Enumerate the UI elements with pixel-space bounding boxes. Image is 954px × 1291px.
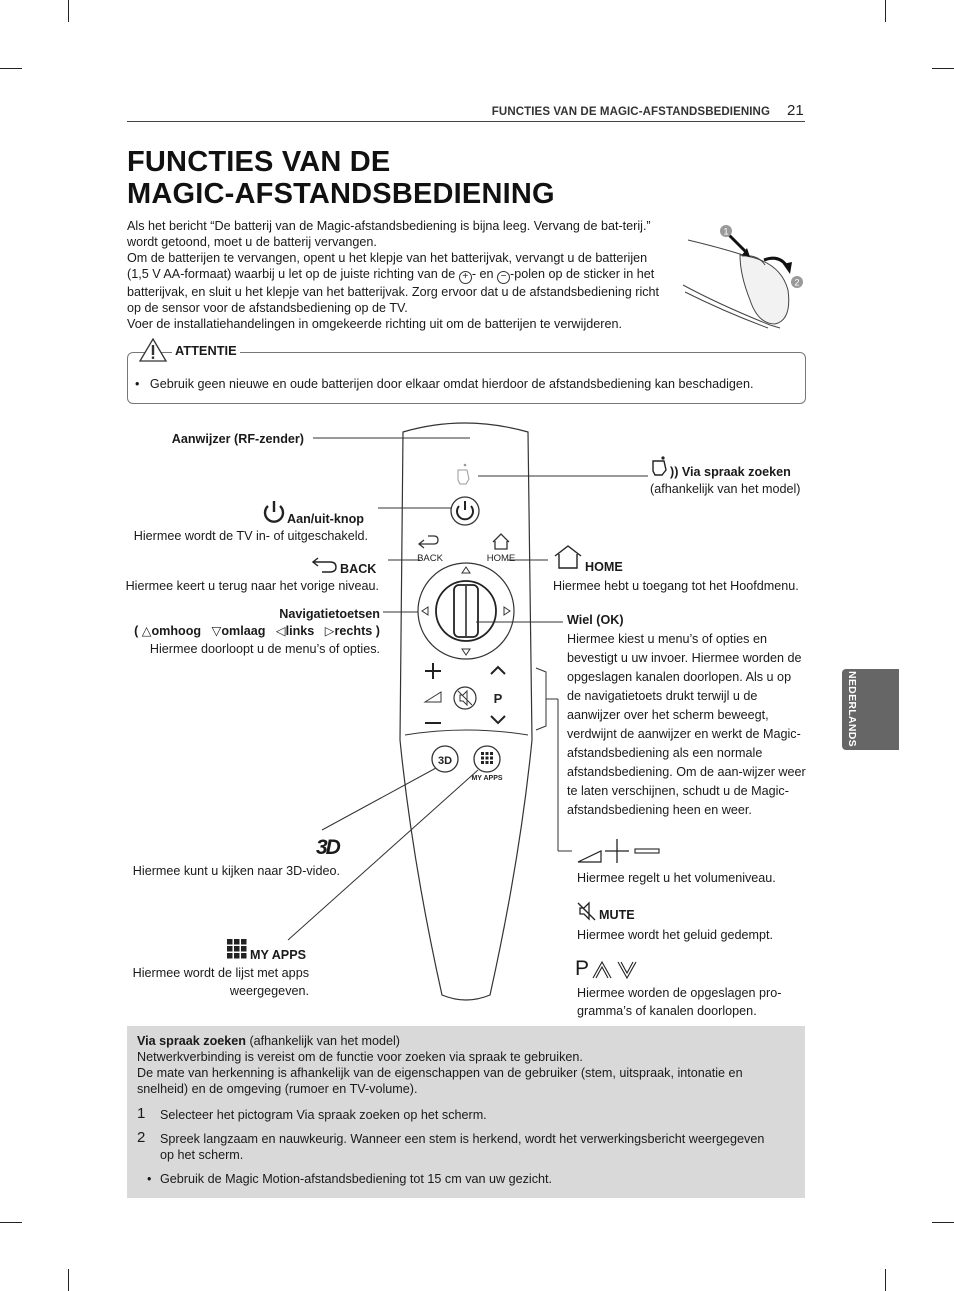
3d-desc: Hiermee kunt u kijken naar 3D-video.: [132, 864, 340, 878]
nav-down-icon: ▽: [211, 624, 222, 638]
program-desc: Hiermee worden de opgeslagen pro-gramma’s of kanalen doorlopen.: [577, 986, 782, 1018]
program-p-icon: P: [575, 957, 590, 980]
wheel-desc: Hiermee kiest u menu’s of opties en bevestigt u uw invoer. Hiermee worden de opgeslagen kanalen doorlopen. Als u op de navigatietoets drukt terwijl u de aanwijzer over het scherm beweegt, verdwijnt de aanwijzer en werkt de Magic-afstandsbediening als een normale afstandsbediening. Om de aan-wijzer weer te laten verschijnen, schudt u de Magic-afstandsbediening heen en weer.: [567, 632, 806, 817]
voice-title: )) Via spraak zoeken: [670, 465, 791, 479]
back-desc: Hiermee keert u terug naar het vorige niveau.: [125, 579, 379, 593]
voice-box-title: [137, 1033, 400, 1049]
remote-home-key: HOME: [486, 553, 516, 564]
nav-left-icon: ◁: [275, 624, 286, 638]
power-desc: Hiermee wordt de TV in- of uitgeschakeld.: [133, 529, 368, 543]
page-title-line1: FUNCTIES VAN DE: [127, 146, 391, 178]
step-1-label: 1: [723, 226, 729, 237]
voice-box-line2: De mate van herkenning is afhankelijk van de eigenschappen van de gebruiker (stem, uitspraak, intonatie en snelheid) en de omgeving (rumoer en TV-volume).: [137, 1066, 743, 1096]
voice-subtitle: (afhankelijk van het model): [650, 482, 801, 496]
voice-box-step1: Selecteer het pictogram Via spraak zoeken op het scherm.: [160, 1108, 487, 1122]
voice-box-title-suffix: (afhankelijk van het model): [245, 1034, 400, 1048]
myapps-icon: [227, 939, 247, 959]
volume-desc: Hiermee regelt u het volumeniveau.: [577, 871, 776, 885]
mute-title: MUTE: [599, 908, 635, 922]
nav-down: omlaag: [221, 624, 266, 638]
voice-box-step2: Spreek langzaam en nauwkeurig. Wanneer een stem is herkend, wordt het verwerkingsbericht weergegeven op het scherm.: [160, 1132, 765, 1162]
voice-search-icon: [650, 455, 672, 477]
plus-icon: +: [459, 271, 472, 284]
voice-box-step1-num: 1: [137, 1105, 146, 1122]
language-side-tab: [842, 669, 899, 750]
page-number: 21: [787, 102, 804, 119]
program-icons: [575, 956, 645, 982]
home-icon: [553, 544, 583, 570]
step-2-label: 2: [794, 277, 800, 288]
intro-text-part: Om de batterijen te vervangen, opent u het klepje van het batterijvak, vervangt u de batterijen (1,5 V AA-formaat) waarbij u let op de juiste richting van de: [127, 251, 648, 281]
volume-icon: [577, 838, 661, 864]
remote-3d-key: 3D: [437, 755, 453, 767]
minus-icon: −: [497, 271, 510, 284]
voice-box-title-bold: Via spraak zoeken: [137, 1034, 246, 1048]
intro-paragraph-1: Als het bericht “De batterij van de Magic-afstandsbediening is bijna leeg. Vervang de bat-terij.” wordt getoond, moet u de batterij vervangen.: [127, 219, 651, 249]
language-side-tab-label: NEDERLANDS: [846, 671, 858, 747]
voice-box-line1: Netwerkverbinding is vereist om de functie voor zoeken via spraak te gebruiken.: [137, 1050, 583, 1064]
myapps-title: MY APPS: [250, 948, 306, 962]
attentie-text: Gebruik geen nieuwe en oude batterijen door elkaar omdat hierdoor de afstandsbediening kan beschadigen.: [149, 377, 754, 391]
back-icon: [312, 555, 338, 575]
power-title: Aan/uit-knop: [287, 512, 364, 526]
intro-paragraph-3: Voer de installatiehandelingen in omgekeerde richting uit om de batterijen te verwijderen.: [127, 317, 622, 331]
voice-search-info-box: [127, 1026, 805, 1198]
remote-back-key: BACK: [417, 553, 443, 564]
attentie-title: ATTENTIE: [172, 343, 240, 358]
mute-icon: [577, 901, 597, 921]
intro-text-part: - en: [471, 267, 498, 281]
home-title: HOME: [585, 560, 623, 574]
running-header: FUNCTIES VAN DE MAGIC-AFSTANDSBEDIENING: [491, 106, 770, 118]
wheel-title: Wiel (OK): [567, 613, 624, 627]
nav-right: rechts: [334, 624, 373, 638]
nav-paren-open: (: [134, 624, 139, 638]
voice-box-bullet: •: [147, 1172, 152, 1186]
remote-myapps-key: MY APPS: [471, 775, 503, 782]
voice-box-step2-num: 2: [137, 1129, 146, 1146]
label-pointer: Aanwijzer (RF-zender): [171, 432, 304, 446]
nav-title: Navigatietoetsen: [279, 607, 380, 621]
nav-left: links: [285, 624, 315, 638]
nav-up-icon: △: [141, 624, 152, 638]
nav-up: omhoog: [151, 624, 202, 638]
program-up-down-icon: [591, 958, 641, 982]
3d-icon: 3D: [316, 836, 339, 859]
remote-p-key: P: [493, 691, 503, 706]
intro-text-part: -polen op de sticker in het batterijvak, en sluit u het klepje van het batterijvak. Zorg ervoor dat u de afstandsbediening richt op de sensor voor de afstandsbediening op de TV.: [127, 267, 660, 315]
nav-directions: [134, 622, 380, 640]
home-desc: Hiermee hebt u toegang tot het Hoofdmenu.: [553, 579, 799, 593]
nav-right-icon: ▷: [324, 624, 335, 638]
page-title-line2: MAGIC-AFSTANDSBEDIENING: [127, 178, 555, 210]
back-title: BACK: [340, 562, 377, 576]
bullet-marker: •: [135, 377, 140, 391]
myapps-desc: Hiermee wordt de lijst met apps weergegeven.: [132, 966, 309, 998]
mute-desc: Hiermee wordt het geluid gedempt.: [577, 928, 774, 942]
power-icon: [262, 500, 286, 524]
voice-box-note: Gebruik de Magic Motion-afstandsbediening tot 15 cm van uw gezicht.: [160, 1172, 553, 1186]
nav-paren-close: ): [375, 624, 380, 638]
nav-desc: Hiermee doorloopt u de menu’s of opties.: [149, 642, 380, 656]
